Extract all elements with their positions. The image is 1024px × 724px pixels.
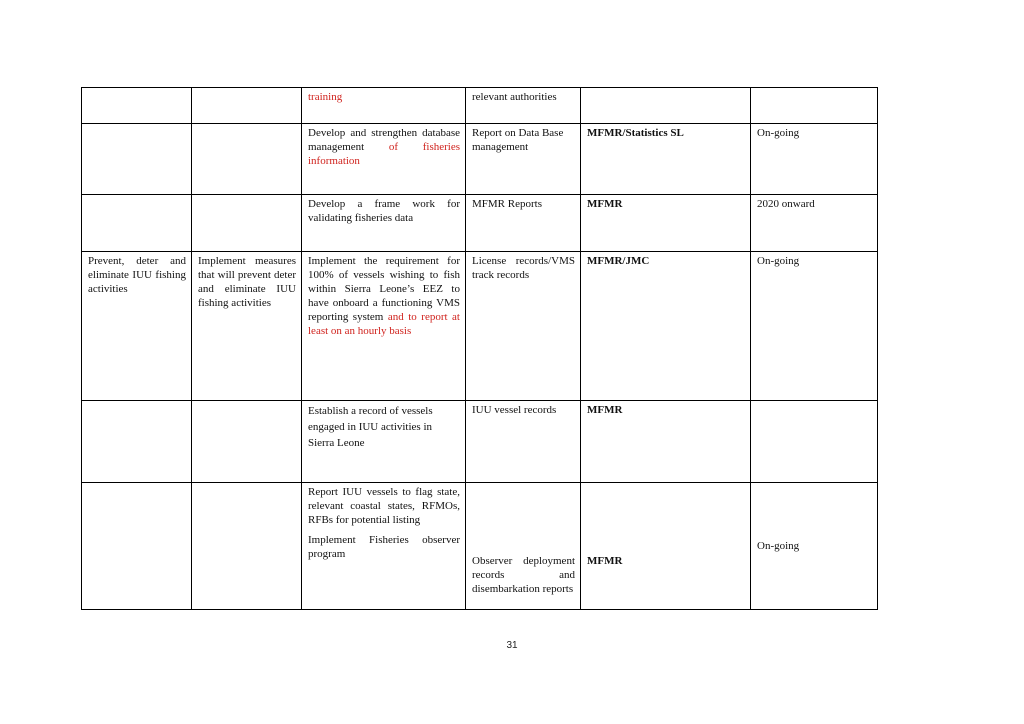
- indicator-text: Report on Data Base management: [472, 127, 564, 153]
- table-row: [82, 401, 878, 483]
- indicator-cell: [466, 88, 581, 124]
- responsible-text: MFMR: [587, 198, 623, 210]
- strategy-cell: [192, 88, 302, 124]
- strategy-cell: [192, 401, 302, 483]
- activity-cell: [302, 252, 466, 401]
- strategy-cell: [192, 252, 302, 401]
- objective-cell: [82, 195, 192, 252]
- timeline-text: On-going: [757, 127, 800, 139]
- activity-cell: [302, 195, 466, 252]
- timeline-cell: [751, 401, 878, 483]
- activity-text: Develop a frame work for validating fisheries data: [308, 198, 460, 224]
- indicator-text: relevant authorities: [472, 91, 557, 103]
- activity-cell: [302, 483, 466, 610]
- activity-cell: [302, 124, 466, 195]
- timeline-cell: [751, 483, 878, 610]
- activity-text-highlight: training: [308, 91, 343, 103]
- objective-cell: [82, 483, 192, 610]
- activity-text: Implement Fisheries observer program: [308, 534, 460, 560]
- responsible-cell: [581, 88, 751, 124]
- timeline-cell: [751, 88, 878, 124]
- activity-text: Establish a record of vessels engaged in IUU activities in Sierra Leone: [308, 405, 433, 449]
- timeline-text: 2020 onward: [757, 198, 815, 210]
- indicator-text: License records/VMS track records: [472, 255, 575, 281]
- timeline-cell: [751, 124, 878, 195]
- table-row: [82, 124, 878, 195]
- activity-text: Develop and strengthen database management: [308, 127, 460, 153]
- indicator-text: Observer deployment records and disembarkation reports: [472, 555, 575, 595]
- activity-text: Report IUU vessels to flag state, relevant coastal states, RFMOs, RFBs for potential listing: [308, 486, 460, 526]
- responsible-cell: [581, 195, 751, 252]
- responsible-cell: [581, 252, 751, 401]
- indicator-cell: [466, 252, 581, 401]
- indicator-cell: [466, 195, 581, 252]
- table-row: [82, 483, 878, 610]
- activity-cell: [302, 88, 466, 124]
- timeline-cell: [751, 252, 878, 401]
- indicator-cell: [466, 401, 581, 483]
- page-number: 31: [506, 640, 518, 651]
- strategy-cell: [192, 195, 302, 252]
- objective-text: Prevent, deter and eliminate IUU fishing activities: [88, 255, 186, 295]
- responsible-cell: [581, 124, 751, 195]
- activity-cell: [302, 401, 466, 483]
- responsible-text: MFMR: [587, 555, 623, 567]
- activity-text-highlight: of fisheries information: [308, 141, 460, 167]
- objective-cell: [82, 252, 192, 401]
- table-row: [82, 88, 878, 124]
- activity-text-highlight: and to report at least on an hourly basis: [308, 311, 460, 337]
- action-plan-table: [81, 87, 878, 610]
- responsible-text: MFMR: [587, 404, 623, 416]
- indicator-text: IUU vessel records: [472, 404, 557, 416]
- timeline-text: On-going: [757, 255, 800, 267]
- indicator-text: MFMR Reports: [472, 198, 542, 210]
- table-row: [82, 252, 878, 401]
- indicator-cell: [466, 124, 581, 195]
- responsible-text: MFMR/JMC: [587, 255, 650, 267]
- responsible-text: MFMR/Statistics SL: [587, 127, 684, 139]
- table-row: [82, 195, 878, 252]
- objective-cell: [82, 124, 192, 195]
- objective-cell: [82, 88, 192, 124]
- activity-text: Implement the requirement for 100% of vessels wishing to fish within Sierra Leone’s EEZ to have onboard a functioning VMS reporting system: [308, 255, 460, 323]
- responsible-cell: [581, 401, 751, 483]
- timeline-cell: [751, 195, 878, 252]
- responsible-cell: [581, 483, 751, 610]
- timeline-text: On-going: [757, 539, 800, 552]
- strategy-text: Implement measures that will prevent deter and eliminate IUU fishing activities: [198, 255, 296, 309]
- objective-cell: [82, 401, 192, 483]
- strategy-cell: [192, 124, 302, 195]
- strategy-cell: [192, 483, 302, 610]
- indicator-cell: [466, 483, 581, 610]
